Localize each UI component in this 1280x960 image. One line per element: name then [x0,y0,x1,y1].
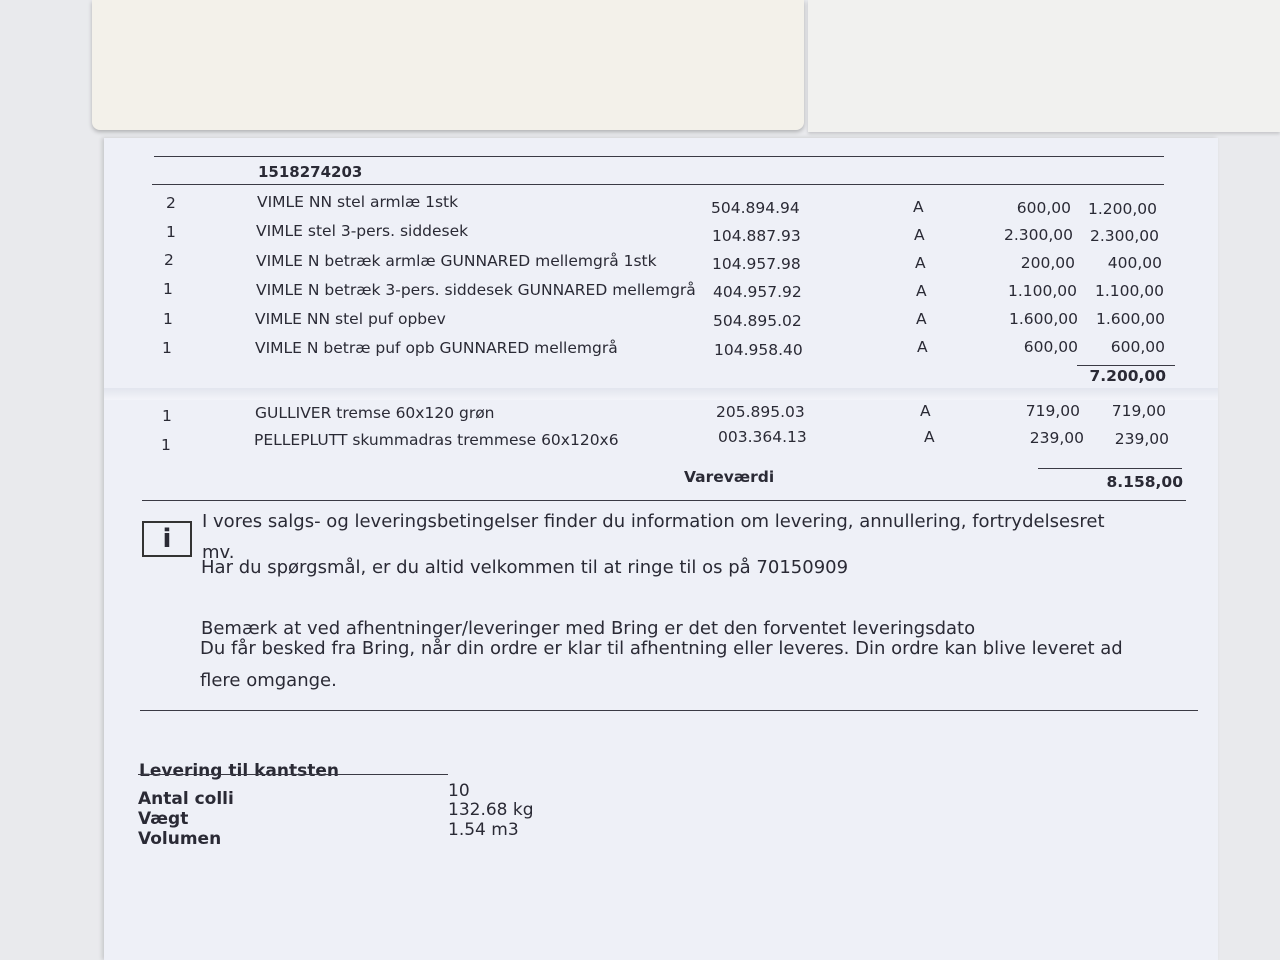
background-card-right [808,0,1280,132]
description: PELLEPLUTT skummadras tremmese 60x120x6 [254,431,619,449]
info-icon [142,521,192,557]
note-line: Du får besked fra Bring, når din ordre er klar til afhentning eller leveres. Din ordre kan blive leveret ad [200,638,1123,659]
qty: 1 [163,280,173,298]
unit-price: 600,00 [1023,338,1078,356]
order-number: 1518274203 [258,163,363,181]
line-total: 400,00 [1107,254,1162,272]
article-number: 504.895.02 [713,312,802,330]
varevaerdi-rule [1038,468,1182,469]
code: A [913,198,924,216]
description: VIMLE NN stel puf opbev [255,310,446,328]
line-total: 239,00 [1114,430,1169,448]
qty: 1 [163,310,173,328]
section-rule [142,500,1186,501]
code: A [920,402,931,420]
unit-price: 600,00 [1016,199,1071,217]
unit-price: 1.100,00 [1007,282,1077,300]
delivery-value: 132.68 kg [448,800,534,820]
line-total: 1.600,00 [1095,310,1165,328]
line-total: 719,00 [1111,402,1166,420]
code: A [917,338,928,356]
description: VIMLE N betræk 3-pers. siddesek GUNNARED mellemgrå [256,281,696,299]
qty: 1 [162,339,172,357]
paper-fold [104,388,1218,400]
line-total: 1.100,00 [1094,282,1164,300]
code: A [924,428,935,446]
unit-price: 719,00 [1025,402,1080,420]
qty: 2 [164,251,174,269]
delivery-value: 10 [448,781,470,801]
qty: 1 [161,436,171,454]
note-line: flere omgange. [200,670,337,691]
description: VIMLE N betræ puf opb GUNNARED mellemgrå [255,339,618,357]
delivery-value: 1.54 m3 [448,820,519,840]
unit-price: 200,00 [1020,254,1075,272]
delivery-label: Antal colli [138,789,234,809]
header-rule [152,184,1164,185]
description: VIMLE NN stel armlæ 1stk [257,193,459,211]
unit-price: 239,00 [1029,429,1084,447]
article-number: 205.895.03 [716,403,805,421]
description: GULLIVER tremse 60x120 grøn [255,404,495,422]
qty: 2 [166,194,176,212]
qty: 1 [166,223,176,241]
line-total: 2.300,00 [1089,227,1159,245]
delivery-heading: Levering til kantsten [139,761,339,781]
line-total: 1.200,00 [1087,200,1157,218]
code: A [915,254,926,272]
article-number: 404.957.92 [713,283,802,301]
info-line: Har du spørgsmål, er du altid velkommen til at ringe til os på 70150909 [201,557,849,578]
delivery-label: Vægt [138,809,189,829]
article-number: 104.958.40 [714,341,803,359]
note-line: Bemærk at ved afhentninger/leveringer med Bring er det den forventet leveringsdato [201,618,976,639]
description: VIMLE N betræk armlæ GUNNARED mellemgrå 1stk [256,252,657,270]
info-letter: i [162,524,172,554]
unit-price: 2.300,00 [1003,226,1073,244]
code: A [914,226,925,244]
line-total: 600,00 [1110,338,1165,356]
top-rule [154,156,1164,157]
delivery-rule [138,774,448,775]
varevaerdi-value: 8.158,00 [1106,473,1183,491]
subtotal: 7.200,00 [1089,367,1166,385]
description: VIMLE stel 3-pers. siddesek [256,222,469,240]
article-number: 003.364.13 [718,428,807,446]
qty: 1 [162,407,172,425]
subtotal-rule [1077,365,1175,366]
article-number: 104.957.98 [712,255,801,273]
unit-price: 1.600,00 [1008,310,1078,328]
info-line: mv. [202,542,235,563]
code: A [916,310,927,328]
varevaerdi-label: Vareværdi [684,468,775,486]
background-card [92,0,804,130]
code: A [916,282,927,300]
delivery-label: Volumen [138,829,222,849]
section-rule-2 [140,710,1198,711]
article-number: 504.894.94 [711,199,800,217]
info-line: I vores salgs- og leveringsbetingelser finder du information om levering, annullering, fortrydelsesret [202,511,1105,532]
article-number: 104.887.93 [712,227,801,245]
